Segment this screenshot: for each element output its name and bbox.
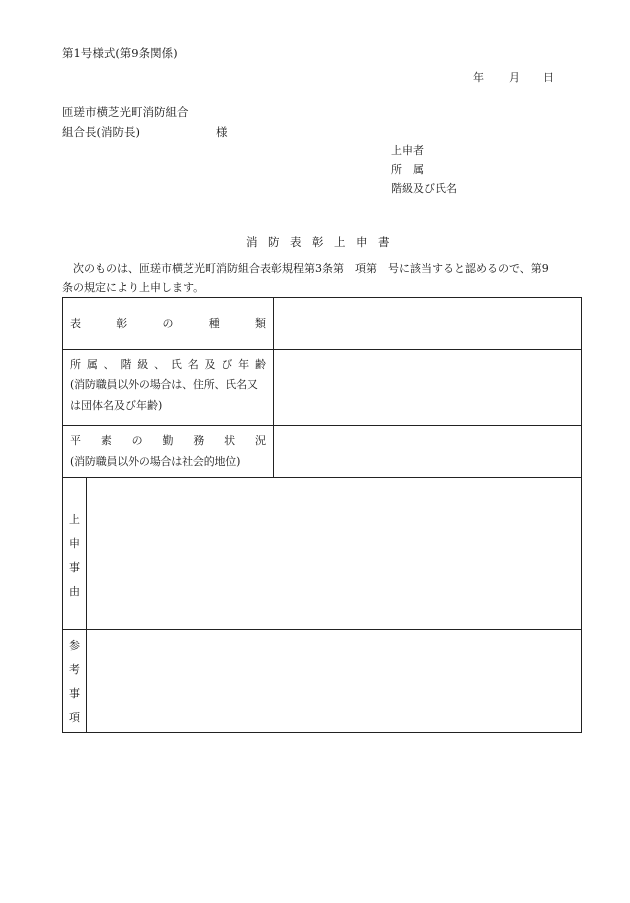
notes-value[interactable]	[87, 630, 581, 732]
applicant-affiliation: 所 属	[391, 163, 424, 176]
applicant-label: 上申者	[391, 144, 424, 157]
personal-info-value[interactable]	[274, 350, 581, 425]
reason-value[interactable]	[87, 478, 581, 629]
form-table	[62, 297, 582, 733]
service-status-value[interactable]	[274, 426, 581, 477]
addressee-title: 組合長(消防長)	[62, 125, 140, 139]
reason-label-cell	[63, 478, 87, 629]
table-row-service-status	[63, 426, 581, 478]
table-row-notes	[63, 630, 581, 732]
table-row-personal-info	[63, 350, 581, 426]
personal-info-label-cell	[63, 350, 274, 425]
service-status-label-line1: 平 素 の 勤 務 状 況	[70, 434, 266, 447]
date-day: 日	[543, 71, 554, 84]
personal-info-label-line3: は団体名及び年齢)	[70, 399, 163, 412]
document-title: 消 防 表 彰 上 申 書	[246, 235, 390, 249]
date-year: 年	[473, 71, 484, 84]
date-month: 月	[509, 71, 520, 84]
form-number: 第1号様式(第9条関係)	[62, 46, 178, 60]
table-row-award-type	[63, 298, 581, 350]
addressee-org: 匝瑳市横芝光町消防組合	[62, 105, 189, 119]
date-line	[473, 72, 554, 83]
table-row-reason	[63, 478, 581, 630]
body-text-line1: 次のものは、匝瑳市横芝光町消防組合表彰規程第3条第 項第 号に該当すると認めるので、第9	[73, 262, 549, 275]
addressee-honorific: 様	[216, 125, 228, 139]
award-type-value[interactable]	[274, 298, 581, 349]
personal-info-label-line1: 所 属 、 階 級 、 氏 名 及 び 年 齢	[70, 358, 266, 371]
personal-info-label-line2: (消防職員以外の場合は、住所、氏名又	[70, 378, 258, 391]
service-status-label-line2: (消防職員以外の場合は社会的地位)	[70, 455, 241, 468]
notes-label-cell	[63, 630, 87, 732]
reason-label: 上 申 事 由	[69, 513, 80, 598]
notes-label: 参 考 事 項	[69, 639, 80, 724]
award-type-label-cell	[63, 298, 274, 349]
body-text-line2: 条の規定により上申します。	[62, 281, 205, 294]
applicant-rank-name: 階級及び氏名	[391, 182, 457, 195]
service-status-label-cell	[63, 426, 274, 477]
award-type-label: 表 彰 の 種 類	[70, 317, 266, 330]
